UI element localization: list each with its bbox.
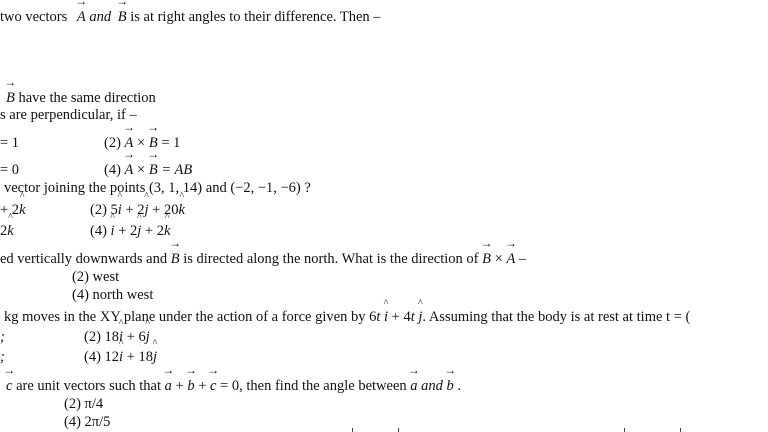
problem-4-statement: ed vertically downwards and → B is directed along the north. What is the direction of → B × → A – [0,250,526,268]
option-2: (2) → A × → B = 1 [104,134,180,152]
problem-1-statement: two vectors → A and → B is at right angles to their difference. Then – [0,8,381,26]
option-4: (4) 12^ i + 18^ j [84,348,157,366]
option-4: (4) north west [72,287,154,303]
problem-2-statement: s are perpendicular, if – [0,107,137,123]
vector-a: → A [77,8,86,26]
option-3: 2^ k [0,222,14,240]
option-2: (2) π/4 [64,396,104,412]
vector-a: → A [125,134,134,152]
problem-6-statement: → c are unit vectors such that → a + → b + → c = 0, then find the angle between → a and → b . [6,377,461,395]
cutoff-mark [352,428,353,432]
vector-a: → a [410,377,417,395]
unit-i: ^ i [111,222,115,240]
vector-b: → B [6,89,15,107]
option-3: = 0 [0,162,20,178]
vector-b: → B [118,8,127,26]
cutoff-mark [398,428,399,432]
vector-b: → B [149,161,158,179]
option-4: (4) ^ i + 2^ j + 2^ k [90,222,170,240]
unit-j: ^ j [145,201,149,219]
problem-5-statement: kg moves in the XY plane under the action of a force given by 6t ^ i + 4t ^ j. Assuming that the body is at rest at time t = ( [4,308,690,326]
unit-j: ^ j [146,328,150,346]
unit-k: ^ k [178,201,184,219]
option-2: (2) west [72,269,120,285]
unit-i: ^ i [119,348,123,366]
vector-a: → A [125,161,134,179]
cutoff-mark [680,428,681,432]
option-1: + 2^ k [0,201,26,219]
problem-3-statement: vector joining the points (3, 1, 14) and (−2, −1, −6) ? [4,180,311,196]
unit-k: ^ k [164,222,170,240]
option-4: (4) → A × → B = AB [104,161,192,179]
unit-j: ^ j [153,348,157,366]
unit-i: ^ i [118,201,122,219]
option-1: = 1 [0,135,20,151]
option-3: ; [0,349,5,365]
unit-k: ^ k [19,201,25,219]
unit-i: ^ i [119,328,123,346]
unit-j: ^ j [418,308,422,326]
option-2: (2) 5^ i + 2^ j + 20^ k [90,201,185,219]
vector-b: → B [482,250,491,268]
unit-j: ^ j [137,222,141,240]
option-text: → B have the same direction [6,89,156,107]
vector-a: → A [506,250,515,268]
option-4: (4) 2π/5 [64,414,111,430]
vector-b: → b [447,377,454,395]
vector-b: → B [171,250,180,268]
cutoff-mark [624,428,625,432]
vector-b: → b [187,377,194,395]
vector-a: → a [165,377,172,395]
option-2: (2) 18^ i + 6^ j [84,328,150,346]
vector-c: → c [6,377,12,395]
vector-c: → c [210,377,216,395]
unit-k: ^ k [7,222,13,240]
option-1: ; [0,329,5,345]
unit-i: ^ i [384,308,388,326]
vector-b: → B [149,134,158,152]
